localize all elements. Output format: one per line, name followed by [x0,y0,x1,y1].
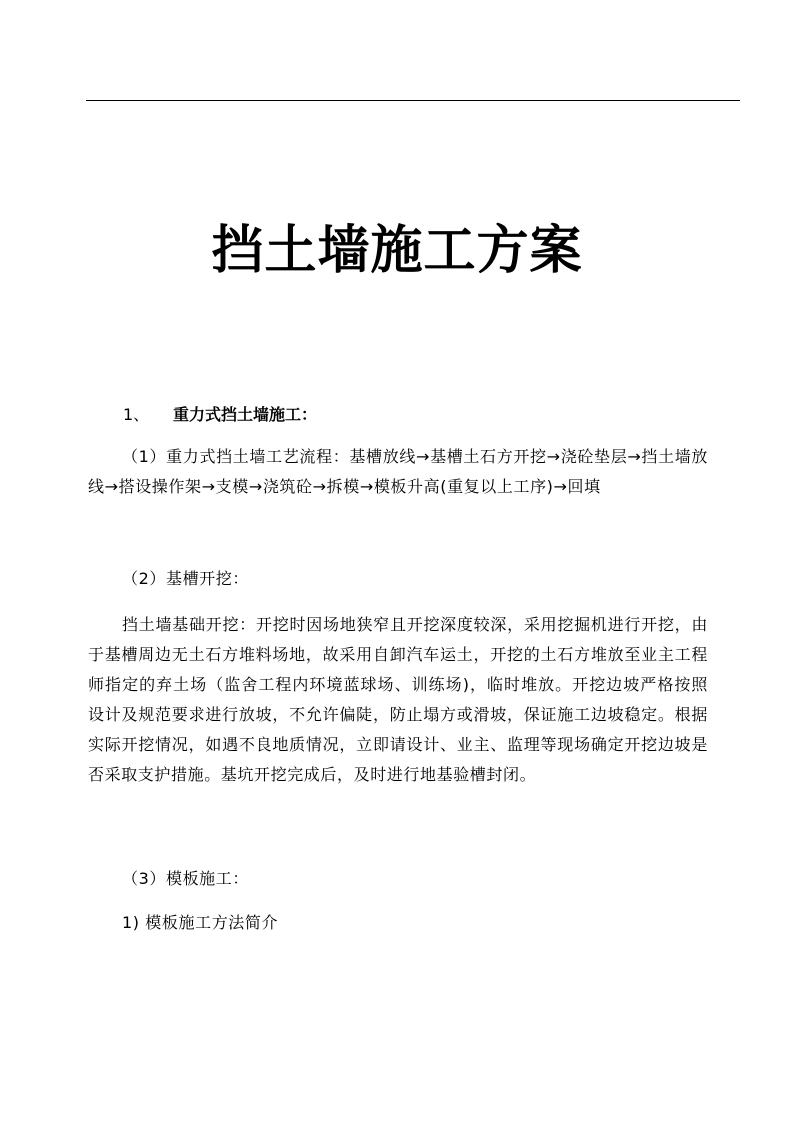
section-heading-text: 重力式挡土墙施工： [173,405,318,424]
formwork-sub1-block [88,908,708,938]
excavation-body-block [88,610,708,790]
header-rule [86,100,740,101]
formwork-heading-block [88,864,708,894]
process-paragraph: （1）重力式挡土墙工艺流程：基槽放线→基槽土石方开挖→浇砼垫层→挡土墙放线→搭设操作架→支模→浇筑砼→拆模→模板升高(重复以上工序)→回填 [88,447,708,496]
excavation-heading-block [88,564,708,594]
section-heading-1 [123,400,317,430]
excavation-heading: （2）基槽开挖： [122,569,249,588]
process-paragraph-block [88,442,708,502]
excavation-body: 挡土墙基础开挖：开挖时因场地狭窄且开挖深度较深，采用挖掘机进行开挖，由于基槽周边无土石方堆料场地，故采用自卸汽车运土，开挖的土石方堆放至业主工程师指定的弃土场（监舍工程内环境蓝球场、训练场)，临时堆放。开挖边坡严格按照设计及规范要求进行放坡，不允许偏陡，防止塌方或滑坡，保证施工边坡稳定。根据实际开挖情况，如遇不良地质情况，立即请设计、业主、监理等现场确定开挖边坡是否采取支护措施。基坑开挖完成后，及时进行地基验槽封闭。 [88,615,708,784]
document-title: 挡土墙施工方案 [211,221,583,281]
section-number: 1、 [123,405,150,424]
formwork-heading: （3）模板施工： [122,869,249,888]
formwork-sub-item-1: 1) 模板施工方法简介 [122,913,279,932]
